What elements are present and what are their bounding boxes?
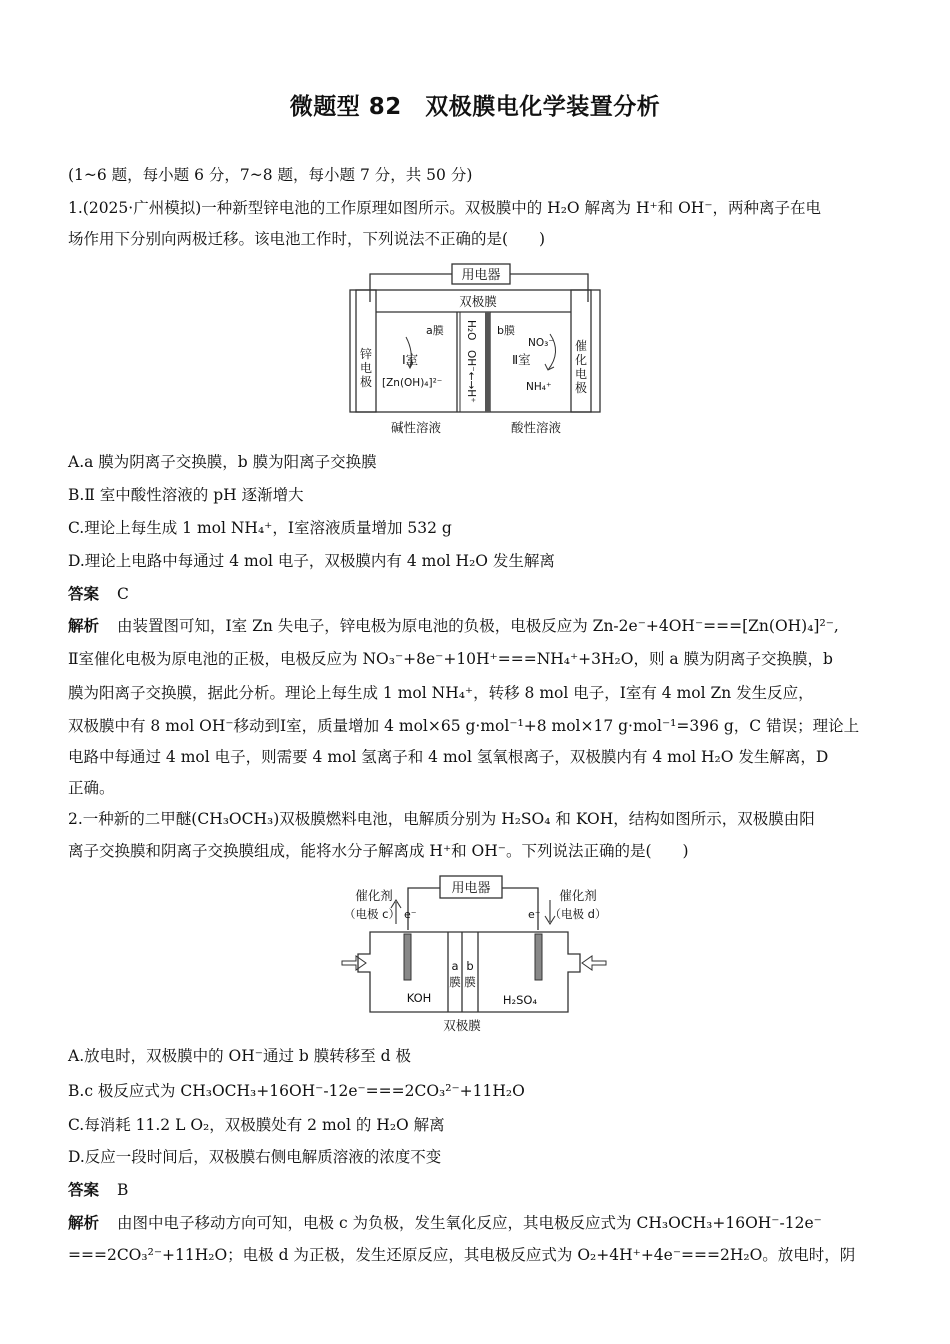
q2-stem-line1: 2.一种新的二甲醚(CH₃OCH₃)双极膜燃料电池，电解质分别为 H₂SO₄ 和 KOH，结构如图所示，双极膜由阳 [68,810,815,828]
q1-room1-label: Ⅰ室 [402,352,419,367]
q1-analysis-line-4: 双极膜中有 8 mol OH⁻移动到Ⅰ室，质量增加 4 mol×65 g·mol⁻¹+8 mol×17 g·mol⁻¹=396 g，C 错误；理论上 [68,717,860,735]
q2-b-mem-2: 膜 [464,975,476,989]
q2-analysis-line-1: 由图中电子移动方向可知，电极 c 为负极，发生氧化反应，其电极反应式为 CH₃OCH₃+16OH⁻-12e⁻ [117,1214,822,1232]
q1-zn-complex: [Zn(OH)₄]²⁻ [382,377,443,389]
q2-analysis-label: 解析 [68,1214,100,1232]
q1-option-d: D.理论上电路中每通过 4 mol 电子，双极膜内有 4 mol H₂O 发生解离 [68,552,555,570]
q1-right-electrode-1: 催 [574,339,588,353]
intro-text: (1~6 题，每小题 6 分，7~8 题，每小题 7 分，共 50 分) [68,166,473,184]
q1-device-label: 用电器 [461,268,501,283]
q1-oh-h: OH⁻←→H⁺ [465,350,477,403]
q2-membrane-label: 双极膜 [443,1018,481,1033]
q1-stem-line2: 场作用下分别向两极迁移。该电池工作时，下列说法不正确的是( ) [68,230,546,248]
q2-option-d: D.反应一段时间后，双极膜右侧电解质溶液的浓度不变 [68,1148,442,1166]
q2-analysis-row-1 [68,1212,878,1234]
q2-analysis-line-2: ===2CO₃²⁻+11H₂O；电极 d 为正极，发生还原反应，其电极反应式为 O₂+4H⁺+4e⁻===2H₂O。放电时，阴 [68,1246,856,1264]
q1-left-electrode-1: 锌 [359,347,373,361]
q2-option-a: A.放电时，双极膜中的 OH⁻通过 b 膜转移至 d 极 [68,1047,412,1065]
q2-electrode-c-label: （电极 c） [344,907,400,921]
q2-b-mem-1: b [466,959,474,973]
q1-option-a: A.a 膜为阴离子交换膜，b 膜为阳离子交换膜 [68,453,377,471]
q2-electrode-d-label: （电极 d） [549,907,607,921]
q1-nh4: NH₄⁺ [526,381,552,393]
q2-figure [338,872,613,1040]
q1-analysis-row-1 [68,615,878,637]
q2-e-left: e⁻ [404,908,417,921]
q2-stem-line2: 离子交换膜和阴离子交换膜组成，能将水分子解离成 H⁺和 OH⁻。下列说法正确的是( ) [68,842,689,860]
q2-electrode-d [535,934,542,980]
q1-left-solution: 碱性溶液 [390,420,442,435]
q1-a-membrane-label: a膜 [426,324,444,337]
q1-h2o: H₂O [465,320,477,341]
q1-answer-label: 答案 [68,585,100,603]
q1-analysis-line-3: 膜为阳离子交换膜，据此分析。理论上每生成 1 mol NH₄⁺，转移 8 mol 电子，Ⅰ室有 4 mol Zn 发生反应， [68,684,814,702]
q1-left-electrode-2: 电 [359,361,373,375]
q1-answer-row [68,583,878,605]
q2-device-label: 用电器 [451,881,491,896]
q1-room2-label: Ⅱ室 [512,352,531,367]
q2-h2so4: H₂SO₄ [502,993,538,1007]
q2-answer-value: B [117,1181,129,1199]
q1-right-electrode-3: 电 [574,367,588,381]
q2-electrode-c [404,934,411,980]
q1-figure [340,262,610,440]
q2-a-mem-2: 膜 [449,975,461,989]
q1-analysis-line-6: 正确。 [68,779,115,797]
q1-b-membrane-label: b膜 [497,324,515,337]
q1-option-c: C.理论上每生成 1 mol NH₄⁺，Ⅰ室溶液质量增加 532 g [68,519,452,537]
q1-option-b: B.Ⅱ 室中酸性溶液的 pH 逐渐增大 [68,486,304,504]
q1-b-membrane-bar [485,312,490,412]
q1-answer-value: C [117,585,129,603]
q2-answer-label: 答案 [68,1181,100,1199]
q1-right-electrode-4: 极 [574,381,588,395]
q2-answer-row [68,1179,878,1201]
q1-right-solution: 酸性溶液 [510,420,562,435]
q2-e-right: e⁻ [528,908,541,921]
page-title: 微题型 82 双极膜电化学装置分析 [289,94,661,120]
q1-no3: NO₃⁻ [528,337,554,349]
q2-a-mem-1: a [451,959,459,973]
q2-option-c: C.每消耗 11.2 L O₂，双极膜处有 2 mol 的 H₂O 解离 [68,1116,445,1134]
q1-analysis-line-1: 由装置图可知，Ⅰ室 Zn 失电子，锌电极为原电池的负极，电极反应为 Zn-2e⁻+4OH⁻===[Zn(OH)₄]²⁻, [117,617,839,635]
q1-analysis-line-5: 电路中每通过 4 mol 电子，则需要 4 mol 氢离子和 4 mol 氢氧根离子，双极膜内有 4 mol H₂O 发生解离，D [68,748,829,766]
q2-option-b: B.c 极反应式为 CH₃OCH₃+16OH⁻-12e⁻===2CO₃²⁻+11H₂O [68,1082,525,1100]
q1-stem-line1: 1.(2025·广州模拟)一种新型锌电池的工作原理如图所示。双极膜中的 H₂O 解离为 H⁺和 OH⁻，两种离子在电 [68,199,822,217]
q1-left-electrode-3: 极 [359,375,373,389]
q2-catalyst-d: 催化剂 [559,888,597,903]
q1-right-electrode-2: 化 [574,353,588,367]
q2-koh: KOH [406,991,432,1005]
q2-catalyst-c: 催化剂 [355,888,393,903]
q1-analysis-line-2: Ⅱ室催化电极为原电池的正极，电极反应为 NO₃⁻+8e⁻+10H⁺===NH₄⁺+3H₂O，则 a 膜为阴离子交换膜，b [68,650,833,668]
q1-analysis-label: 解析 [68,617,100,635]
q1-membrane-label: 双极膜 [459,294,497,309]
